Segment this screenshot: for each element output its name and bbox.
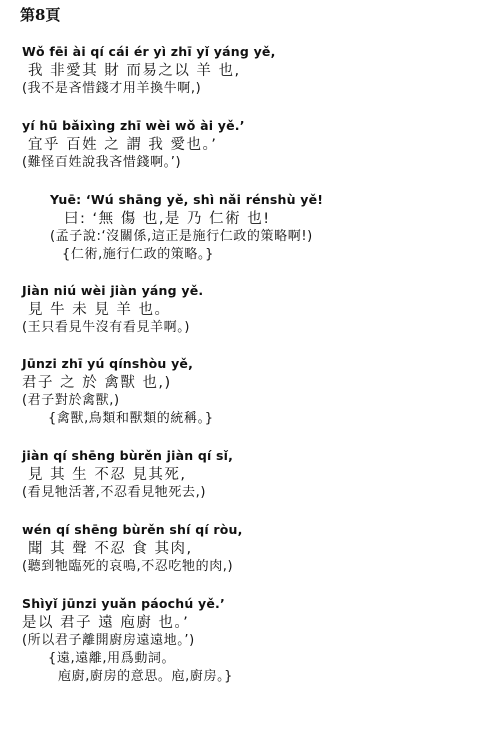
gloss-line: (聽到牠臨死的哀鳴,不忍吃牠的肉,) [22, 559, 234, 574]
gloss-line: (所以君子離開廚房遠遠地。’) [22, 633, 195, 648]
gloss-line: (王只看見牛沒有看見羊啊。) [22, 320, 191, 335]
pinyin-line: Jūnzi zhī yú qínshòu yě, [22, 356, 194, 371]
pinyin-line: Wǒ fēi ài qí cái ér yì zhī yǐ yáng yě, [22, 44, 276, 59]
chinese-line: 是以 君子 遠 庖廚 也。’ [22, 615, 190, 631]
pinyin-line: yí hū bǎixìng zhī wèi wǒ ài yě.’ [22, 118, 245, 133]
pinyin-line: Shìyǐ jūnzi yuǎn páochú yě.’ [22, 596, 225, 611]
chinese-line: 我 非愛其 財 而易之以 羊 也, [28, 63, 241, 79]
gloss-line: (難怪百姓說我吝惜錢啊。’) [22, 155, 182, 170]
chinese-line: 君子 之 於 禽獸 也,) [22, 375, 172, 391]
gloss-line: (看見牠活著,不忍看見牠死去,) [22, 485, 207, 500]
gloss-line: {遠,遠離,用爲動詞。 [48, 651, 176, 666]
gloss-line: 庖廚,廚房的意思。庖,廚房。} [58, 669, 234, 684]
gloss-line: (君子對於禽獸,) [22, 393, 120, 408]
pinyin-line: jiàn qí shēng bùrěn jiàn qí sǐ, [22, 448, 234, 463]
pinyin-line: wén qí shēng bùrěn shí qí ròu, [22, 522, 243, 537]
chinese-line: 曰: ‘無 傷 也,是 乃 仁術 也! [64, 211, 271, 227]
gloss-line: (孟子說:‘沒關係,這正是施行仁政的策略啊!) [50, 229, 313, 244]
chinese-line: 見 牛 未 見 羊 也。 [28, 302, 171, 318]
chinese-line: 宜乎 百姓 之 謂 我 愛也。’ [28, 137, 218, 153]
chinese-line: 見 其 生 不忍 見其死, [28, 467, 187, 483]
page-header: 第8頁 [20, 6, 61, 24]
pinyin-line: Jiàn niú wèi jiàn yáng yě. [22, 283, 204, 298]
chinese-line: 聞 其 聲 不忍 食 其肉, [28, 541, 193, 557]
pinyin-line: Yuē: ‘Wú shāng yě, shì nǎi rénshù yě! [50, 192, 324, 207]
gloss-line: {禽獸,鳥類和獸類的統稱。} [48, 411, 214, 426]
gloss-line: {仁術,施行仁政的策略。} [62, 247, 214, 262]
gloss-line: (我不是吝惜錢才用羊換牛啊,) [22, 81, 202, 96]
